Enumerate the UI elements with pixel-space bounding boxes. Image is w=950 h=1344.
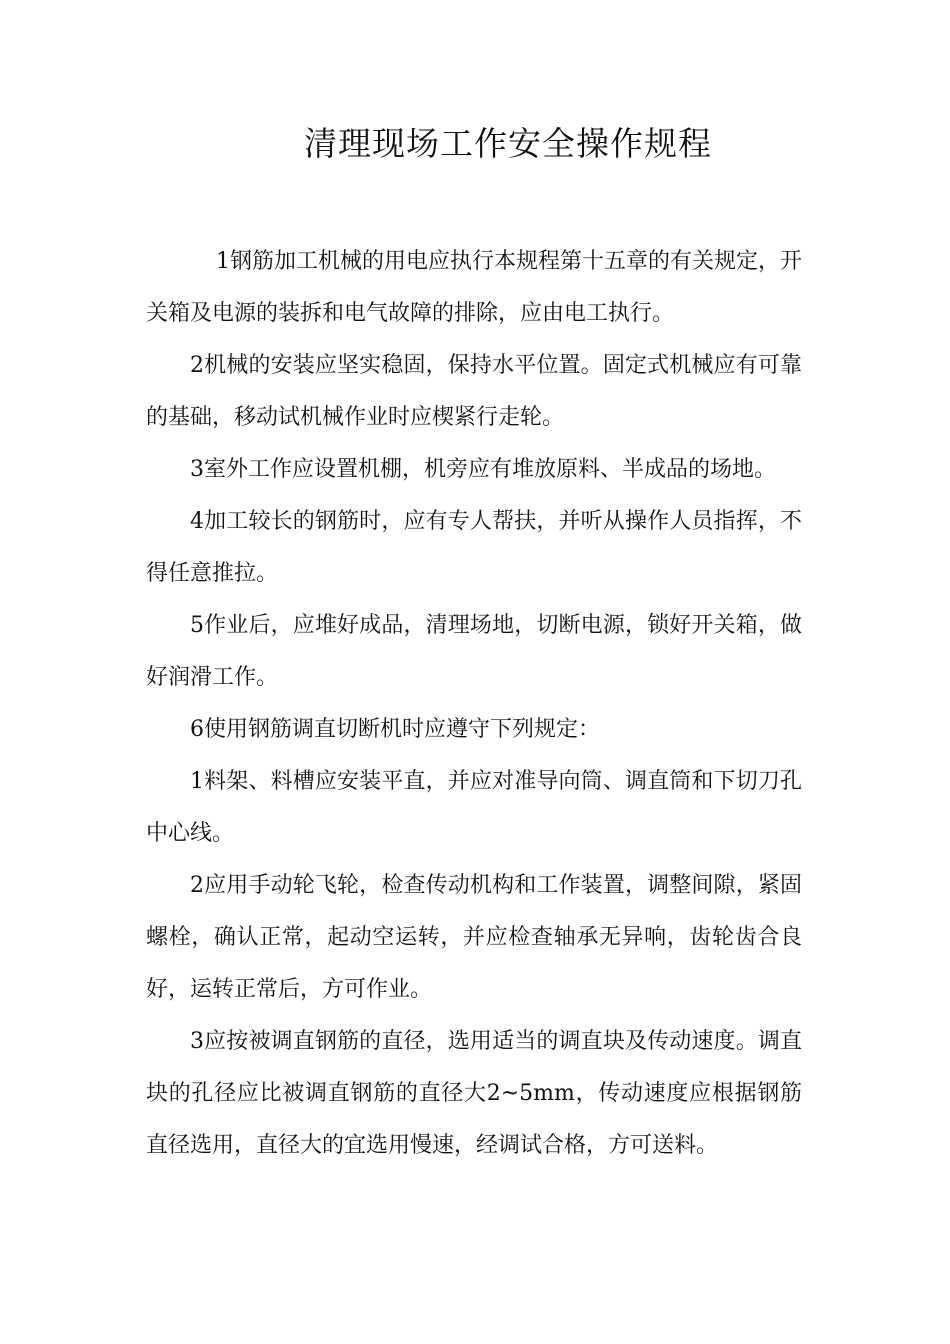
document-title: 清理现场工作安全操作规程 (304, 124, 712, 163)
paragraph-6: 6使用钢筋调直切断机时应遵守下列规定： (190, 717, 600, 742)
paragraph-9: 3应按被调直钢筋的直径，选用适当的调直块及传动速度。调直块的孔径应比被调直钢筋的直径大2~5mm，传动速度应根据钢筋直径选用，直径大的宜选用慢速，经调试合格，方可送料。 (146, 1029, 802, 1158)
paragraph-3: 3室外工作应设置机棚，机旁应有堆放原料、半成品的场地。 (190, 457, 776, 482)
paragraph-4: 4加工较长的钢筋时，应有专人帮扶，并听从操作人员指挥，不得任意推拉。 (146, 509, 802, 586)
paragraph-2: 2机械的安装应坚实稳固，保持水平位置。固定式机械应有可靠的基础，移动试机械作业时应楔紧行走轮。 (146, 353, 802, 430)
paragraph-7: 1料架、料槽应安装平直，并应对准导向筒、调直筒和下切刀孔中心线。 (146, 769, 802, 846)
paragraph-8: 2应用手动轮飞轮，检查传动机构和工作装置，调整间隙，紧固螺栓，确认正常，起动空运转，并应检查轴承无异响，齿轮齿合良好，运转正常后，方可作业。 (146, 873, 802, 1002)
paragraph-5: 5作业后，应堆好成品，清理场地，切断电源，锁好开关箱，做好润滑工作。 (146, 613, 802, 690)
document-body (146, 236, 802, 1172)
paragraph-1: 1钢筋加工机械的用电应执行本规程第十五章的有关规定，开关箱及电源的装拆和电气故障的排除，应由电工执行。 (146, 249, 802, 326)
